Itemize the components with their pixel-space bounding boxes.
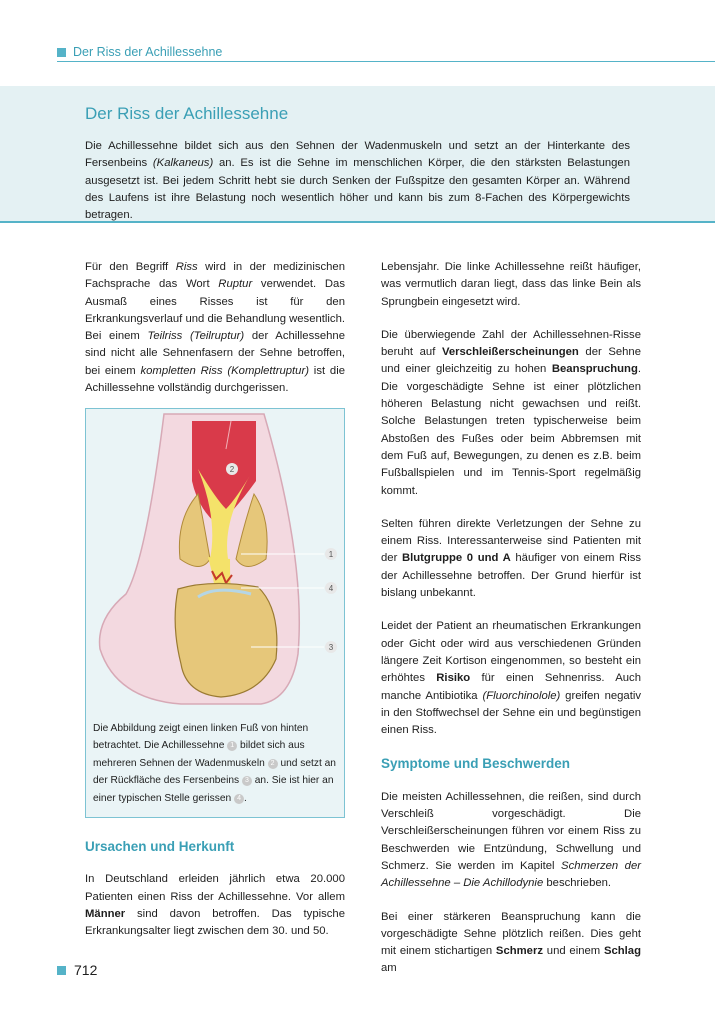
label-marker-4 bbox=[325, 582, 337, 594]
term-kalkaneus: (Kalkaneus) bbox=[152, 157, 214, 170]
paragraph-blutgruppe bbox=[381, 516, 641, 602]
text: Bei einer stärkeren Beanspruchung kann die vorgeschädigte Sehne plötzlich reißen. Dies geht mit einem stichartigen bbox=[381, 910, 641, 958]
bold-term: Schmerz bbox=[495, 945, 544, 958]
header-divider bbox=[57, 61, 715, 62]
text: der Achillessehne sind nicht alle Sehnenfasern der Sehne betroffen, bei einem bbox=[85, 330, 345, 377]
anatomy-figure bbox=[85, 408, 345, 818]
text: der Sehne und einer gleichzeitig zu hohen bbox=[381, 346, 641, 376]
figure-label: 2 bbox=[229, 465, 235, 474]
text: ist die Achillessehne vollständig durchgerissen. bbox=[85, 364, 345, 395]
number-badge: 4 bbox=[234, 794, 244, 804]
text: am bbox=[381, 962, 397, 975]
number-badge: 1 bbox=[227, 741, 237, 751]
text: an. Sie ist hier an einer typischen Stelle gerissen bbox=[93, 775, 334, 804]
text: sind davon betroffen. Das typische Erkrankungsalter liegt zwischen dem 30. und 50. bbox=[85, 907, 345, 938]
term: (Fluorchinolole) bbox=[482, 689, 561, 702]
term: Ruptur bbox=[218, 278, 253, 291]
text: Leidet der Patient an rheumatischen Erkrankungen oder Gicht oder wird aus verschiedenen Gründen längere Zeit Kortison eingenommen, so besteht ein erhöhtes bbox=[381, 620, 641, 685]
section-marker-icon bbox=[57, 48, 66, 57]
heel-bone bbox=[175, 583, 277, 697]
text: häufiger von einem Riss der Achillessehne betroffen. Der Grund hierfür ist bislang unbekannt. bbox=[381, 552, 641, 600]
bold-term: Blutgruppe 0 und A bbox=[401, 552, 511, 565]
text: Selten führen direkte Verletzungen der Sehne zu einem Riss. Interessanterweise sind Patienten mit der bbox=[381, 517, 641, 565]
paragraph-lebensjahr: Lebensjahr. Die linke Achillessehne reißt häufiger, was vermutlich daran liegt, dass das linke Bein als Sprungbein eingesetzt wird. bbox=[381, 261, 641, 308]
page-footer bbox=[57, 962, 97, 978]
text: und einem bbox=[543, 945, 604, 958]
heel-illustration bbox=[86, 409, 343, 714]
text: verwendet. Das Ausmaß eines Risses ist für den Erkrankungsverlauf und die Behandlung wesentlich. Bei einem bbox=[85, 278, 345, 343]
figure-label: 1 bbox=[328, 550, 334, 559]
right-column bbox=[381, 259, 641, 994]
text: wird in der medizinischen Fachsprache das Wort bbox=[85, 261, 345, 291]
number-badge: 3 bbox=[242, 776, 252, 786]
text: Die meisten Achillessehnen, die reißen, sind durch Verschleiß vorgeschädigt. Die Verschleißerscheinungen führen vor einem Riss zu Beschwerden wie Entzündung, Schwellung und Schmerz. Sie werden im Kapitel bbox=[381, 790, 641, 872]
paragraph-verschleiss bbox=[381, 327, 641, 500]
bold-term: Männer bbox=[85, 907, 126, 920]
term: Riss bbox=[175, 261, 198, 273]
text: Die Achillessehne bildet sich aus den Sehnen der Wadenmuskeln und setzt an der Hinterkante des Fersenbeins bbox=[85, 140, 630, 170]
text: . Die vorgeschädigte Sehne ist einer plötzlichen höheren Belastung nicht gewachsen und reißt. Solche Belastungen treten typischerweise beim Abstoßen des Fußes oder beim Abbremsen mit dem Fuß auf, Bewegungen, zu denen es z.B. beim Fußballspielen und im Tennis-Sport regelmäßig kommt. bbox=[381, 363, 641, 497]
text: an. Es ist die Sehne im menschlichen Körper, die den stärksten Belastungen ausgesetzt ist. Bei jedem Schritt hebt sie durch Senken der Fußspitze den gesamten Körper an. Während des Laufens ist ihre Belastung noch wesentlich höher und kann bis zum 8-Fachen des Körpergewichts betragen. bbox=[85, 157, 631, 222]
label-marker-1 bbox=[325, 548, 337, 560]
number-badge: 2 bbox=[268, 759, 278, 769]
text: . bbox=[244, 792, 247, 804]
text: und setzt an der Rückfläche des Fersenbeins bbox=[93, 757, 336, 787]
text: Für den Begriff bbox=[85, 261, 176, 273]
section-heading-symptome: Symptome und Beschwerden bbox=[381, 756, 571, 772]
page-number: 712 bbox=[74, 962, 98, 978]
bold-term: Schlag bbox=[603, 945, 641, 958]
bold-term: Beanspruchung bbox=[551, 363, 638, 376]
paragraph-schmerz bbox=[381, 909, 641, 978]
intro-box bbox=[0, 86, 715, 223]
text: greifen negativ in den Stoffwechsel der Sehne ein und begünstigen einen Riss. bbox=[381, 689, 642, 737]
text: Die Abbildung zeigt einen linken Fuß von hinten betrachtet. Die Achillessehne bbox=[93, 723, 309, 752]
bold-term: Verschleißerscheinungen bbox=[441, 346, 579, 359]
running-head bbox=[57, 43, 222, 61]
paragraph-risiko bbox=[381, 618, 641, 739]
cross-reference: Schmerzen der Achillessehne – Die Achillodynie bbox=[381, 859, 641, 890]
term: Teilriss (Teilruptur) bbox=[147, 330, 245, 343]
label-marker-3 bbox=[325, 641, 337, 653]
intro-paragraph bbox=[85, 138, 630, 224]
left-column-top bbox=[85, 259, 345, 413]
section-marker-icon bbox=[57, 966, 66, 975]
term: kompletten Riss (Komplettruptur) bbox=[140, 364, 309, 377]
figure-label: 4 bbox=[328, 584, 334, 593]
paragraph-riss bbox=[85, 259, 345, 397]
left-column-bottom bbox=[85, 838, 345, 956]
text: für einen Sehnenriss. Auch manche Antibiotika bbox=[381, 672, 641, 702]
paragraph-symptome bbox=[381, 789, 641, 893]
paragraph-ursachen bbox=[85, 871, 345, 940]
running-head-title: Der Riss der Achillessehne bbox=[73, 45, 223, 59]
figure-caption bbox=[93, 720, 339, 807]
text: bildet sich aus mehreren Sehnen der Wadenmuskeln bbox=[93, 740, 305, 769]
text: beschrieben. bbox=[543, 877, 612, 890]
chapter-title: Der Riss der Achillessehne bbox=[85, 104, 289, 123]
label-marker-2 bbox=[226, 463, 238, 475]
text: In Deutschland erleiden jährlich etwa 20.000 Patienten einen Riss der Achillessehne. Vor allem bbox=[85, 873, 345, 903]
figure-label: 3 bbox=[328, 643, 334, 652]
section-heading-ursachen: Ursachen und Herkunft bbox=[85, 839, 235, 854]
bold-term: Risiko bbox=[436, 672, 471, 685]
text: Die überwiegende Zahl der Achillessehnen-Risse beruht auf bbox=[381, 328, 641, 359]
